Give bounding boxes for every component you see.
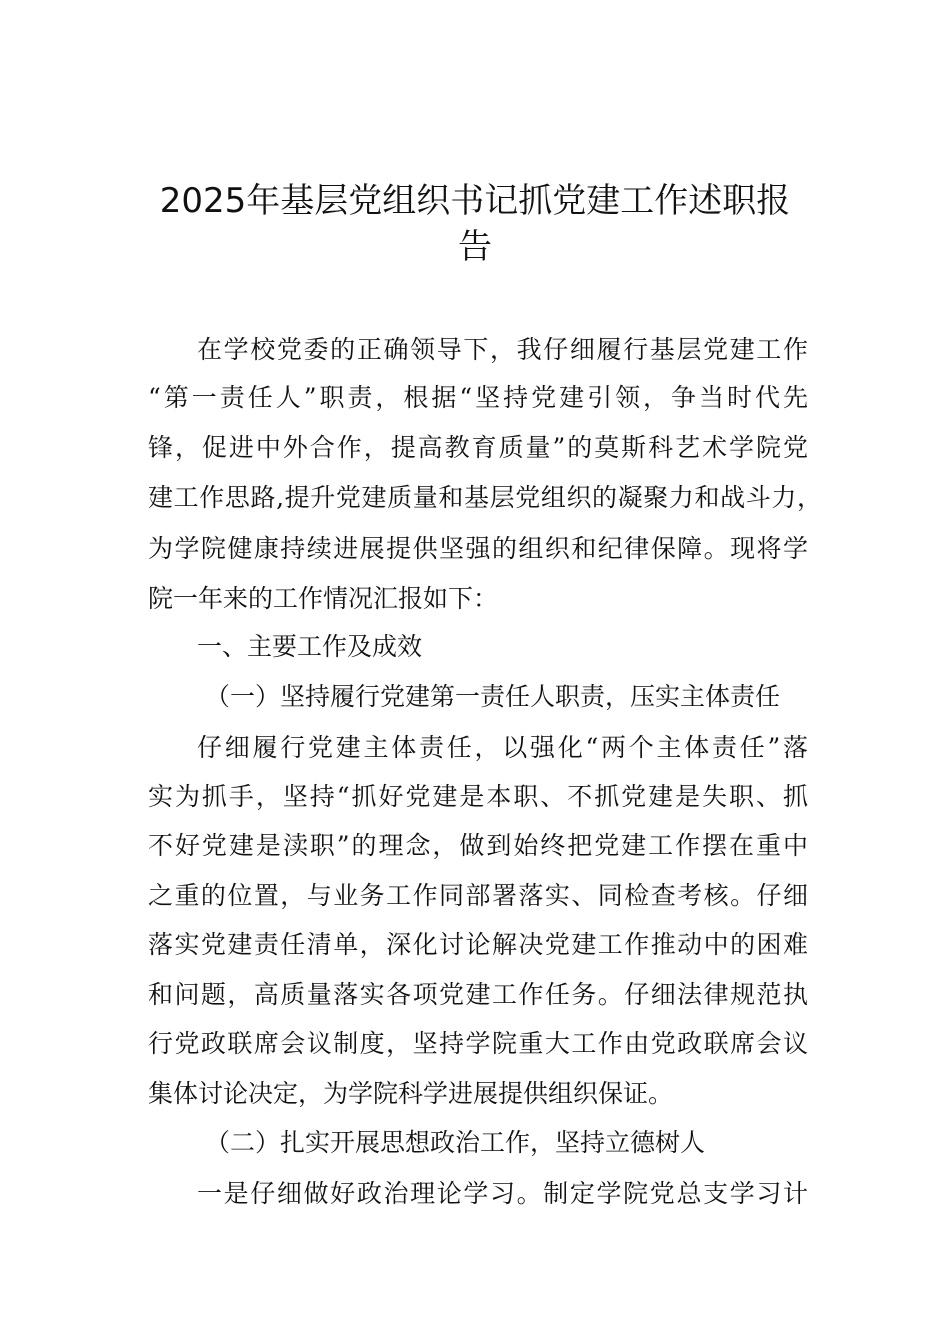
- paragraph-2-line-8: 集体讨论决定，为学院科学进展提供组织保证。: [148, 1079, 674, 1108]
- paragraph-1-line-4: 建工作思路,提升党建质量和基层党组织的凝聚力和战斗力，: [148, 483, 822, 512]
- paragraph-2-line-1: 仔细履行党建主体责任，以强化“两个主体责任”落: [197, 733, 808, 762]
- paragraph-1-line-3: 锋，促进中外合作，提高教育质量”的莫斯科艺术学院党: [148, 433, 808, 462]
- paragraph-2-line-5: 落实党建责任清单，深化讨论解决党建工作推动中的困难: [148, 930, 808, 959]
- paragraph-1-line-6: 院一年来的工作情况汇报如下：: [148, 584, 499, 613]
- paragraph-2-line-2: 实为抓手，坚持“抓好党建是本职、不抓党建是失职、抓: [148, 782, 808, 811]
- subsection-heading-1: （一）坚持履行党建第一责任人职责，压实主体责任: [205, 682, 781, 711]
- paragraph-2-line-6: 和问题，高质量落实各项党建工作任务。仔细法律规范执: [148, 980, 808, 1009]
- document-title-line-2: 告: [458, 227, 492, 267]
- paragraph-1-line-2: “第一责任人”职责，根据“坚持党建引领，争当时代先: [148, 383, 808, 412]
- paragraph-1-line-5: 为学院健康持续进展提供坚强的组织和纪律保障。现将学: [148, 534, 808, 563]
- paragraph-2-line-3: 不好党建是渎职”的理念，做到始终把党建工作摆在重中: [148, 831, 808, 860]
- document-title-line-1: 2025年基层党组织书记抓党建工作述职报: [159, 181, 791, 221]
- paragraph-3-line-1: 一是仔细做好政治理论学习。制定学院党总支学习计: [197, 1179, 808, 1208]
- paragraph-2-line-7: 行党政联席会议制度，坚持学院重大工作由党政联席会议: [148, 1029, 808, 1058]
- section-heading-1: 一、主要工作及成效: [197, 632, 423, 661]
- subsection-heading-2: （二）扎实开展思想政治工作，坚持立德树人: [205, 1128, 706, 1157]
- paragraph-1-line-1: 在学校党委的正确领导下，我仔细履行基层党建工作: [197, 335, 808, 364]
- paragraph-2-line-4: 之重的位置，与业务工作同部署落实、同检查考核。仔细: [148, 881, 808, 910]
